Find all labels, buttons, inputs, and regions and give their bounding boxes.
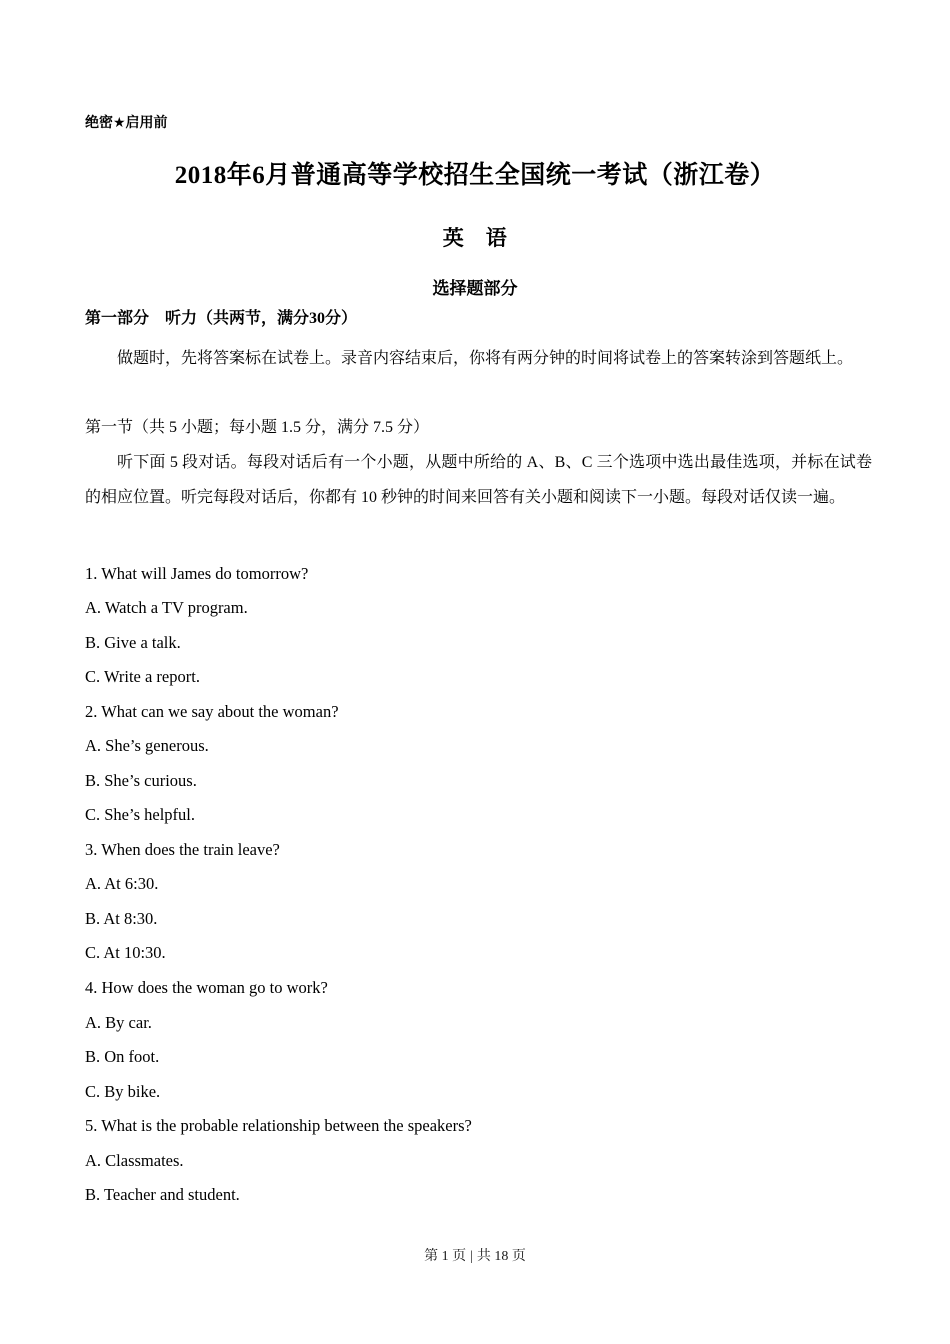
question-stem: 3. When does the train leave? xyxy=(85,840,280,859)
question-stem: 4. How does the woman go to work? xyxy=(85,978,328,997)
page-footer xyxy=(0,1245,950,1265)
question-option: B. Give a talk. xyxy=(85,633,181,652)
subsection-one-heading: 第一节（共 5 小题；每小题 1.5 分，满分 7.5 分） xyxy=(85,419,430,436)
question-stem: 1. What will James do tomorrow? xyxy=(85,564,309,583)
section-heading: 选择题部分 xyxy=(432,279,518,298)
question-option: A. She’s generous. xyxy=(85,736,209,755)
question-option: C. By bike. xyxy=(85,1082,161,1101)
question-option: B. At 8:30. xyxy=(85,909,158,928)
question-option: B. She’s curious. xyxy=(85,771,197,790)
question-option: C. Write a report. xyxy=(85,667,200,686)
question-stem: 5. What is the probable relationship between the speakers? xyxy=(85,1116,472,1135)
part-one-heading: 第一部分 听力（共两节，满分30分） xyxy=(85,310,358,327)
question-option: B. On foot. xyxy=(85,1047,160,1066)
exam-instructions: 做题时，先将答案标在试卷上。录音内容结束后，你将有两分钟的时间将试卷上的答案转涂到答题纸上。 xyxy=(117,350,854,367)
question-option: B. Teacher and student. xyxy=(85,1185,240,1204)
question-option: C. She’s helpful. xyxy=(85,805,195,824)
question-option: A. Classmates. xyxy=(85,1151,184,1170)
page-title: 2018年6月普通高等学校招生全国统一考试（浙江卷） xyxy=(174,162,776,189)
question-option: C. At 10:30. xyxy=(85,943,166,962)
footer-separator: | xyxy=(470,1249,473,1264)
subject-heading: 英 语 xyxy=(442,226,508,250)
footer-current-page: 第 1 页 xyxy=(424,1249,467,1264)
question-option: A. Watch a TV program. xyxy=(85,598,248,617)
secret-notice: 绝密★启用前 xyxy=(85,115,168,131)
footer-total-pages: 共 18 页 xyxy=(476,1249,526,1264)
question-stem: 2. What can we say about the woman? xyxy=(85,702,339,721)
question-option: A. By car. xyxy=(85,1013,152,1032)
listening-directions: 听下面 5 段对话。每段对话后有一个小题，从题中所给的 A、B、C 三个选项中选出最佳选项，并标在试卷的相应位置。听完每段对话后，你都有 10 秒钟的时间来回答有关小题和阅读下一小题。每段对话仅读一遍。 xyxy=(85,454,872,506)
question-option: A. At 6:30. xyxy=(85,874,159,893)
